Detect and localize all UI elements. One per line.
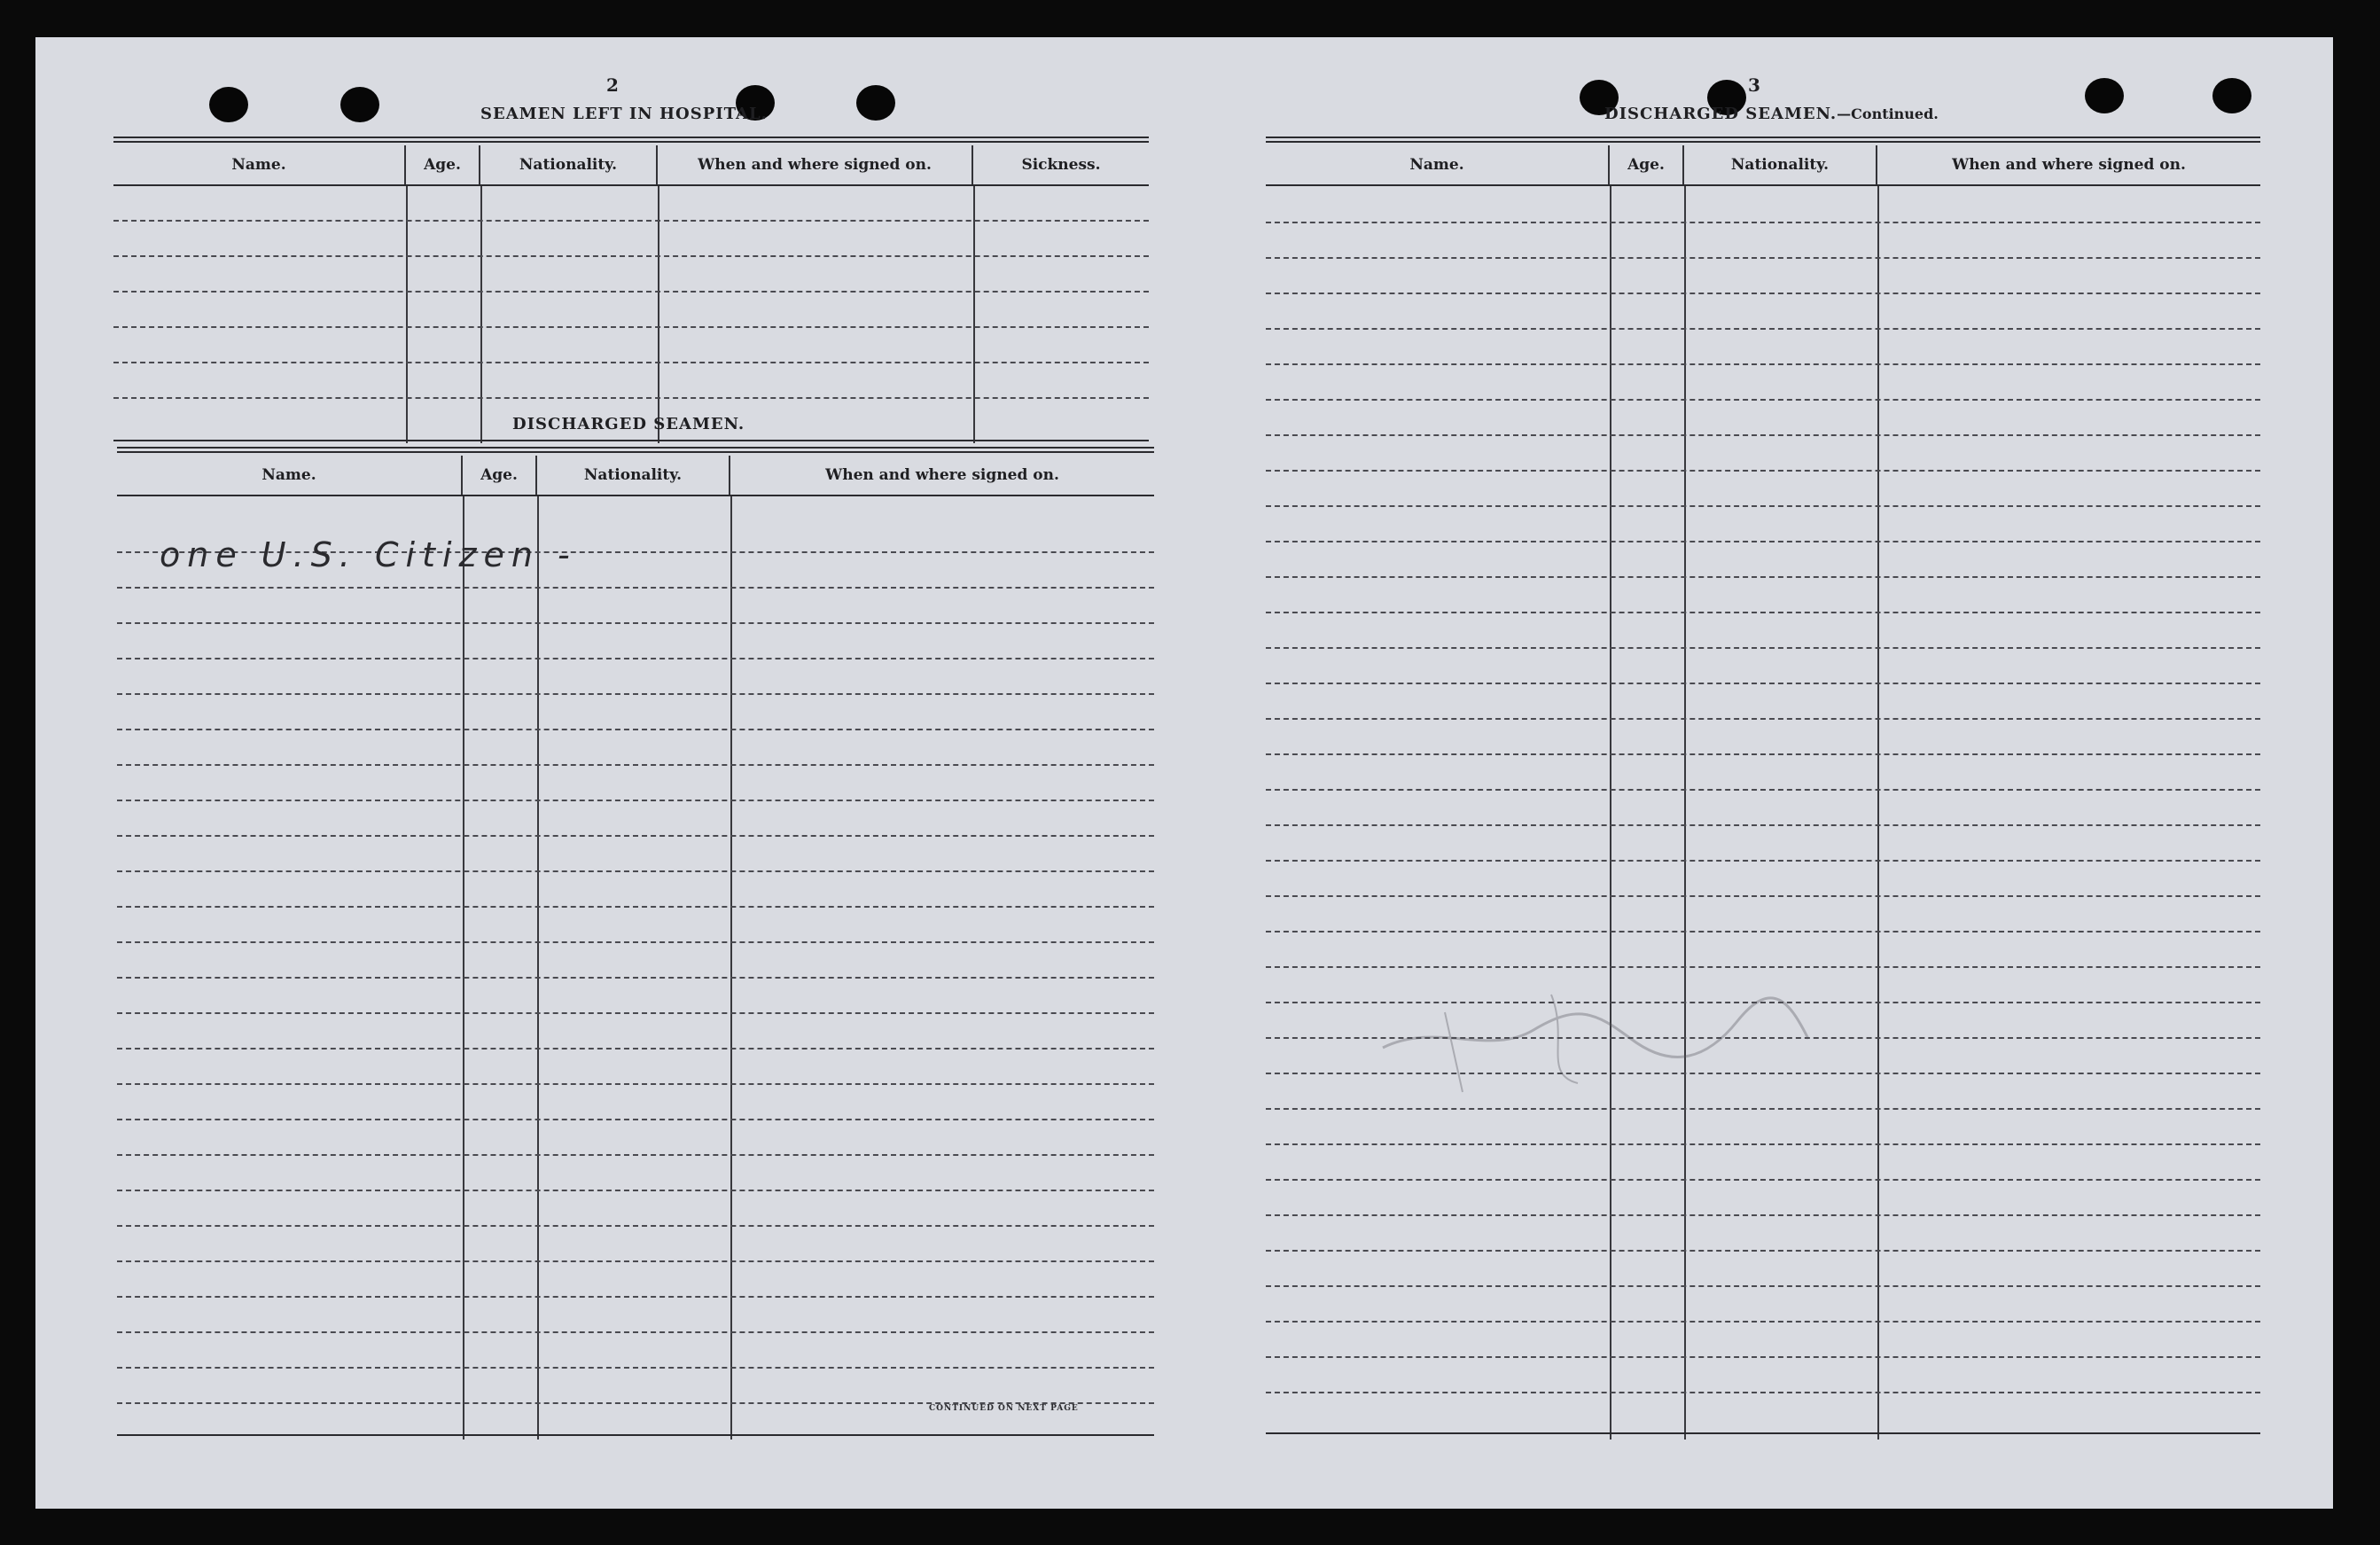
section-title-suffix: —Continued. xyxy=(1837,105,1939,122)
column-header-nationality: Nationality. xyxy=(537,456,730,495)
hospital-section-title: SEAMEN LEFT IN HOSPITAL. xyxy=(480,105,768,123)
entry-rule xyxy=(1266,1356,2260,1358)
entry-rule xyxy=(117,1190,1154,1191)
column-header-sickness: Sickness. xyxy=(1021,156,1101,174)
entry-rule xyxy=(1266,328,2260,330)
column-header-signed-on: When and where signed on. xyxy=(1952,156,2186,174)
entry-rule xyxy=(1266,1179,2260,1181)
entry-rule xyxy=(1266,683,2260,684)
entry-rule xyxy=(117,941,1154,943)
column-header-signed-on: When and where signed on. xyxy=(825,466,1059,484)
left-page-number: 2 xyxy=(606,74,620,96)
column-divider xyxy=(537,496,539,1440)
column-header-signed-on: When and where signed on. xyxy=(658,145,973,184)
column-header-age: Age. xyxy=(463,456,537,495)
punch-hole xyxy=(2212,78,2251,113)
entry-rule xyxy=(117,1154,1154,1156)
punch-hole xyxy=(209,87,248,122)
table-top-rule xyxy=(113,137,1149,143)
entry-rule xyxy=(1266,895,2260,897)
column-header-nationality: Nationality. xyxy=(1684,145,1877,184)
hospital-table-header xyxy=(113,145,1149,186)
column-divider xyxy=(730,496,732,1440)
entry-rule xyxy=(113,220,1149,222)
discharged-continued-table-body xyxy=(1266,186,2260,1440)
entry-rule xyxy=(113,362,1149,363)
column-divider xyxy=(463,496,464,1440)
entry-rule xyxy=(117,764,1154,766)
column-divider xyxy=(658,186,659,443)
column-header-nationality: Nationality. xyxy=(480,145,658,184)
entry-rule xyxy=(1266,1285,2260,1287)
entry-rule xyxy=(117,658,1154,659)
entry-rule xyxy=(1266,399,2260,401)
column-divider xyxy=(973,186,975,443)
entry-rule xyxy=(1266,1392,2260,1393)
section-title-text: DISCHARGED SEAMEN. xyxy=(1604,105,1838,123)
punch-hole xyxy=(2085,78,2124,113)
table-bottom-rule xyxy=(113,440,1149,441)
entry-rule xyxy=(1266,612,2260,613)
discharged-section-title: DISCHARGED SEAMEN. xyxy=(512,415,745,433)
table-top-rule xyxy=(1266,137,2260,143)
entry-rule xyxy=(117,1296,1154,1298)
entry-rule xyxy=(117,1331,1154,1333)
entry-rule xyxy=(117,1119,1154,1120)
column-divider xyxy=(406,186,408,443)
entry-rule xyxy=(117,1012,1154,1014)
column-header-name: Name. xyxy=(1266,145,1610,184)
entry-rule xyxy=(117,835,1154,837)
entry-rule xyxy=(117,1260,1154,1262)
entry-rule xyxy=(1266,824,2260,826)
entry-rule xyxy=(117,1083,1154,1085)
discharged-continued-table-header xyxy=(1266,145,2260,186)
entry-rule xyxy=(1266,293,2260,294)
entry-rule xyxy=(117,977,1154,979)
entry-rule xyxy=(1266,505,2260,507)
discharged-table-right xyxy=(1266,137,2260,1440)
hospital-table xyxy=(113,137,1149,443)
entry-rule xyxy=(1266,1143,2260,1145)
entry-rule xyxy=(1266,470,2260,472)
entry-rule xyxy=(1266,647,2260,649)
entry-rule xyxy=(113,255,1149,257)
entry-rule xyxy=(1266,1214,2260,1216)
entry-rule xyxy=(117,906,1154,908)
discharged-table-left xyxy=(117,447,1154,1440)
column-header-age: Age. xyxy=(1610,145,1684,184)
faint-signature-mark xyxy=(1365,959,1826,1119)
document-sheet xyxy=(35,37,2333,1509)
right-page-number: 3 xyxy=(1748,74,1761,96)
hospital-table-body xyxy=(113,186,1149,443)
entry-rule xyxy=(117,870,1154,872)
entry-rule xyxy=(117,587,1154,589)
entry-rule xyxy=(1266,1250,2260,1252)
table-top-rule xyxy=(117,447,1154,453)
entry-rule xyxy=(1266,576,2260,578)
entry-rule xyxy=(1266,222,2260,223)
entry-rule xyxy=(1266,257,2260,259)
continued-note: CONTINUED ON NEXT PAGE xyxy=(929,1404,1079,1413)
column-header-age: Age. xyxy=(406,145,480,184)
entry-rule xyxy=(1266,789,2260,791)
entry-rule xyxy=(1266,541,2260,542)
column-header-name: Name. xyxy=(117,456,463,495)
discharged-continued-title xyxy=(1604,105,1939,123)
entry-rule xyxy=(1266,1321,2260,1323)
entry-rule xyxy=(1266,434,2260,436)
entry-rule xyxy=(1266,718,2260,720)
entry-rule xyxy=(117,1225,1154,1227)
punch-hole xyxy=(856,85,895,121)
entry-rule xyxy=(1266,753,2260,755)
entry-rule xyxy=(113,397,1149,399)
discharged-table-header xyxy=(117,456,1154,496)
entry-rule xyxy=(117,693,1154,695)
entry-rule xyxy=(117,1048,1154,1050)
entry-rule xyxy=(117,800,1154,801)
handwritten-entry: one U.S. Citizen - xyxy=(160,535,577,574)
discharged-table-body xyxy=(117,496,1154,1440)
entry-rule xyxy=(1266,931,2260,932)
entry-rule xyxy=(1266,860,2260,862)
punch-hole xyxy=(340,87,379,122)
entry-rule xyxy=(1266,363,2260,365)
entry-rule xyxy=(113,291,1149,293)
table-bottom-rule xyxy=(1266,1432,2260,1434)
entry-rule xyxy=(113,326,1149,328)
entry-rule xyxy=(117,729,1154,730)
entry-rule xyxy=(117,622,1154,624)
entry-rule xyxy=(117,1367,1154,1369)
column-header-name: Name. xyxy=(113,145,406,184)
table-bottom-rule xyxy=(117,1434,1154,1436)
column-divider xyxy=(480,186,482,443)
